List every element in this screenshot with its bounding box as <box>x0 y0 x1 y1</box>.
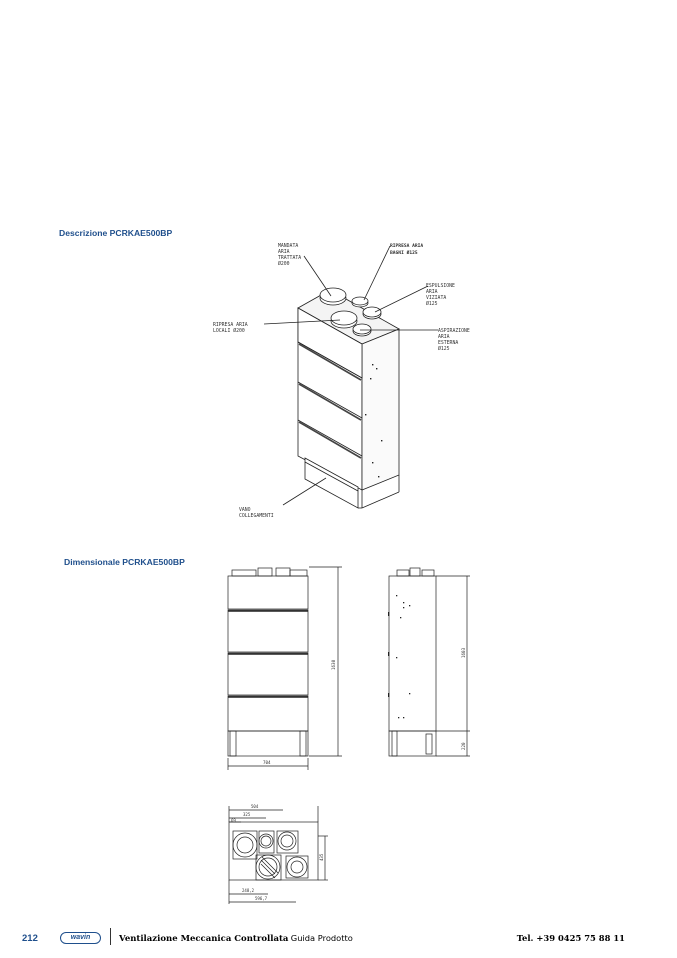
label-ripresa-bagni-1: RIPRESA ARIA <box>390 244 424 249</box>
label-ripresa-locali-2: LOCALI Ø200 <box>213 329 245 334</box>
label-vano-2: COLLEGAMENTI <box>239 514 274 519</box>
footer-divider <box>110 928 111 945</box>
label-aspirazione-4: Ø125 <box>438 347 450 352</box>
label-espulsione-3: VIZIATA <box>426 296 447 301</box>
dim-top-596: 596,7 <box>255 896 268 901</box>
descrizione-title: Descrizione PCRKAE500BP <box>59 228 173 238</box>
label-vano-1: VANO <box>239 508 251 513</box>
label-aspirazione-1: ASPIRAZIONE <box>438 329 470 334</box>
wavin-logo: wavin <box>60 932 101 944</box>
dim-front-width: 704 <box>263 760 271 765</box>
label-mandata-2: ARIA <box>278 250 290 255</box>
label-ripresa-locali-1: RIPRESA ARIA <box>213 323 248 328</box>
dim-side-height: 1603 <box>461 647 466 658</box>
top-view-dims <box>231 804 324 901</box>
front-view-drawing <box>228 567 342 770</box>
isometric-unit-drawing <box>264 246 438 508</box>
footer-title-bold: Ventilazione Meccanica Controllata <box>119 934 289 944</box>
side-view-drawing <box>388 568 470 756</box>
dim-top-325: 325 <box>243 812 251 817</box>
dim-top-248: 248,2 <box>242 888 255 893</box>
label-aspirazione-2: ARIA <box>438 335 450 340</box>
footer-title-light: Guida Prodotto <box>290 933 353 943</box>
footer-phone: Tel. +39 0425 75 88 11 <box>516 933 625 943</box>
dim-top-435: 435 <box>319 853 324 861</box>
label-mandata-4: Ø200 <box>278 262 290 267</box>
dimensionale-title: Dimensionale PCRKAE500BP <box>64 557 185 567</box>
dim-top-504: 504 <box>251 804 259 809</box>
page-footer <box>0 931 677 947</box>
dim-top-69: 69 <box>231 818 236 823</box>
label-mandata-1: MANDATA <box>278 244 299 249</box>
page-number: 212 <box>22 933 38 944</box>
label-espulsione-1: ESPULSIONE <box>426 284 455 289</box>
dim-front-height: 1630 <box>331 659 336 670</box>
label-espulsione-2: ARIA <box>426 290 438 295</box>
footer-title <box>119 933 353 944</box>
label-espulsione-4: Ø125 <box>426 302 438 307</box>
label-mandata-3: TRATTATA <box>278 256 302 261</box>
label-ripresa-bagni-2: BAGNI Ø125 <box>390 251 418 256</box>
dim-side-bottom: 220 <box>461 742 466 750</box>
label-aspirazione-3: ESTERNA <box>438 341 459 346</box>
